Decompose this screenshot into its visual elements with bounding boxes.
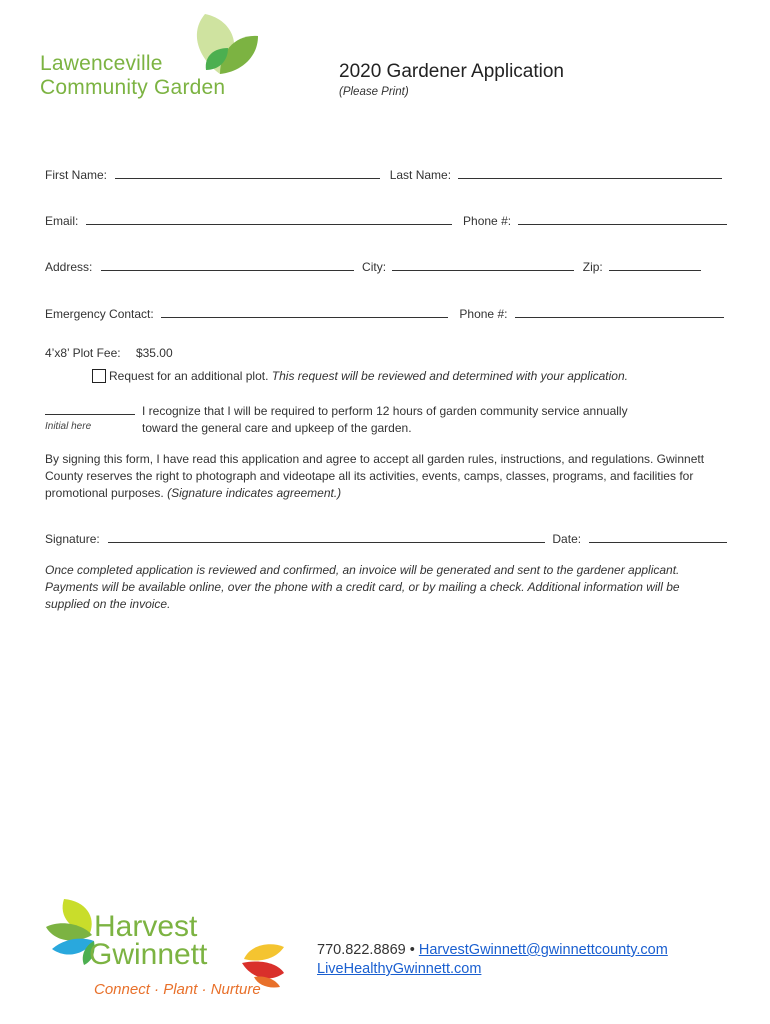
name-row bbox=[45, 166, 722, 182]
address-field[interactable] bbox=[101, 258, 354, 271]
zip-label: Zip: bbox=[582, 260, 603, 274]
email-field[interactable] bbox=[86, 212, 452, 225]
service-text bbox=[142, 403, 628, 437]
community-garden-logo bbox=[40, 12, 260, 102]
contact-email-link[interactable]: HarvestGwinnett@gwinnettcounty.com bbox=[418, 942, 668, 958]
city-field[interactable] bbox=[392, 258, 574, 271]
brand-line2: Gwinnett bbox=[89, 938, 208, 971]
city-label: City: bbox=[362, 260, 387, 274]
last-name-label: Last Name: bbox=[389, 168, 452, 182]
signature-row bbox=[45, 530, 727, 546]
phone-label: Phone #: bbox=[463, 214, 512, 228]
harvest-gwinnett-logo bbox=[44, 895, 299, 1005]
org-name-line2: Community Garden bbox=[40, 76, 226, 99]
emergency-row bbox=[45, 305, 724, 321]
page-subtitle: (Please Print) bbox=[339, 86, 409, 98]
emergency-contact-field[interactable] bbox=[161, 305, 448, 318]
org-name-line1: Lawenceville bbox=[40, 52, 163, 75]
plot-fee-value: $35.00 bbox=[135, 346, 173, 360]
zip-field[interactable] bbox=[609, 258, 701, 271]
page-title: 2020 Gardener Application bbox=[339, 61, 564, 82]
initial-label: Initial here bbox=[45, 421, 92, 432]
plot-fee-label: 4’x8’ Plot Fee: bbox=[45, 346, 121, 360]
agreement-paragraph bbox=[45, 451, 725, 502]
initial-field[interactable] bbox=[45, 402, 135, 415]
brand-line1: Harvest bbox=[94, 910, 198, 943]
signature-label: Signature: bbox=[45, 532, 100, 546]
additional-plot-label: Request for an additional plot. bbox=[109, 369, 269, 383]
contact-separator: • bbox=[409, 942, 415, 958]
phone-field[interactable] bbox=[518, 212, 727, 225]
emergency-contact-label: Emergency Contact: bbox=[45, 307, 154, 321]
emergency-phone-label: Phone #: bbox=[459, 307, 508, 321]
first-name-label: First Name: bbox=[45, 168, 108, 182]
date-label: Date: bbox=[552, 532, 582, 546]
brand-tagline: Connect · Plant · Nurture bbox=[94, 981, 261, 998]
address-row bbox=[45, 258, 701, 274]
additional-plot-row bbox=[109, 368, 628, 384]
agreement-note: (Signature indicates agreement.) bbox=[167, 486, 342, 500]
additional-plot-note: This request will be reviewed and determined with your application. bbox=[271, 369, 628, 383]
email-row bbox=[45, 212, 727, 228]
contact-info bbox=[317, 941, 668, 979]
plot-fee-row bbox=[45, 345, 173, 361]
service-text-line1: I recognize that I will be required to perform 12 hours of garden community service annually bbox=[142, 404, 628, 418]
date-field[interactable] bbox=[589, 530, 727, 543]
address-label: Address: bbox=[45, 260, 93, 274]
website-link[interactable]: LiveHealthyGwinnett.com bbox=[317, 961, 482, 977]
last-name-field[interactable] bbox=[458, 166, 722, 179]
service-text-line2: toward the general care and upkeep of the garden. bbox=[142, 421, 412, 435]
first-name-field[interactable] bbox=[115, 166, 380, 179]
email-label: Email: bbox=[45, 214, 79, 228]
agreement-text: By signing this form, I have read this application and agree to accept all garden rules, instructions, and regulations. Gwinnett County reserves the right to photograph and videotape all its activities, events, camps, classes, programs, and facilities for promotional purposes. bbox=[45, 452, 705, 500]
contact-phone: 770.822.8869 bbox=[317, 942, 406, 958]
additional-plot-checkbox[interactable] bbox=[92, 369, 106, 383]
leaf-logo-icon bbox=[180, 12, 260, 77]
signature-field[interactable] bbox=[108, 530, 545, 543]
emergency-phone-field[interactable] bbox=[515, 305, 724, 318]
closing-paragraph: Once completed application is reviewed and confirmed, an invoice will be generated and sent to the gardener applicant. Payments will be available online, over the phone with a credit card, or by mailing a check. Additional information will be supplied on the invoice. bbox=[45, 563, 680, 611]
